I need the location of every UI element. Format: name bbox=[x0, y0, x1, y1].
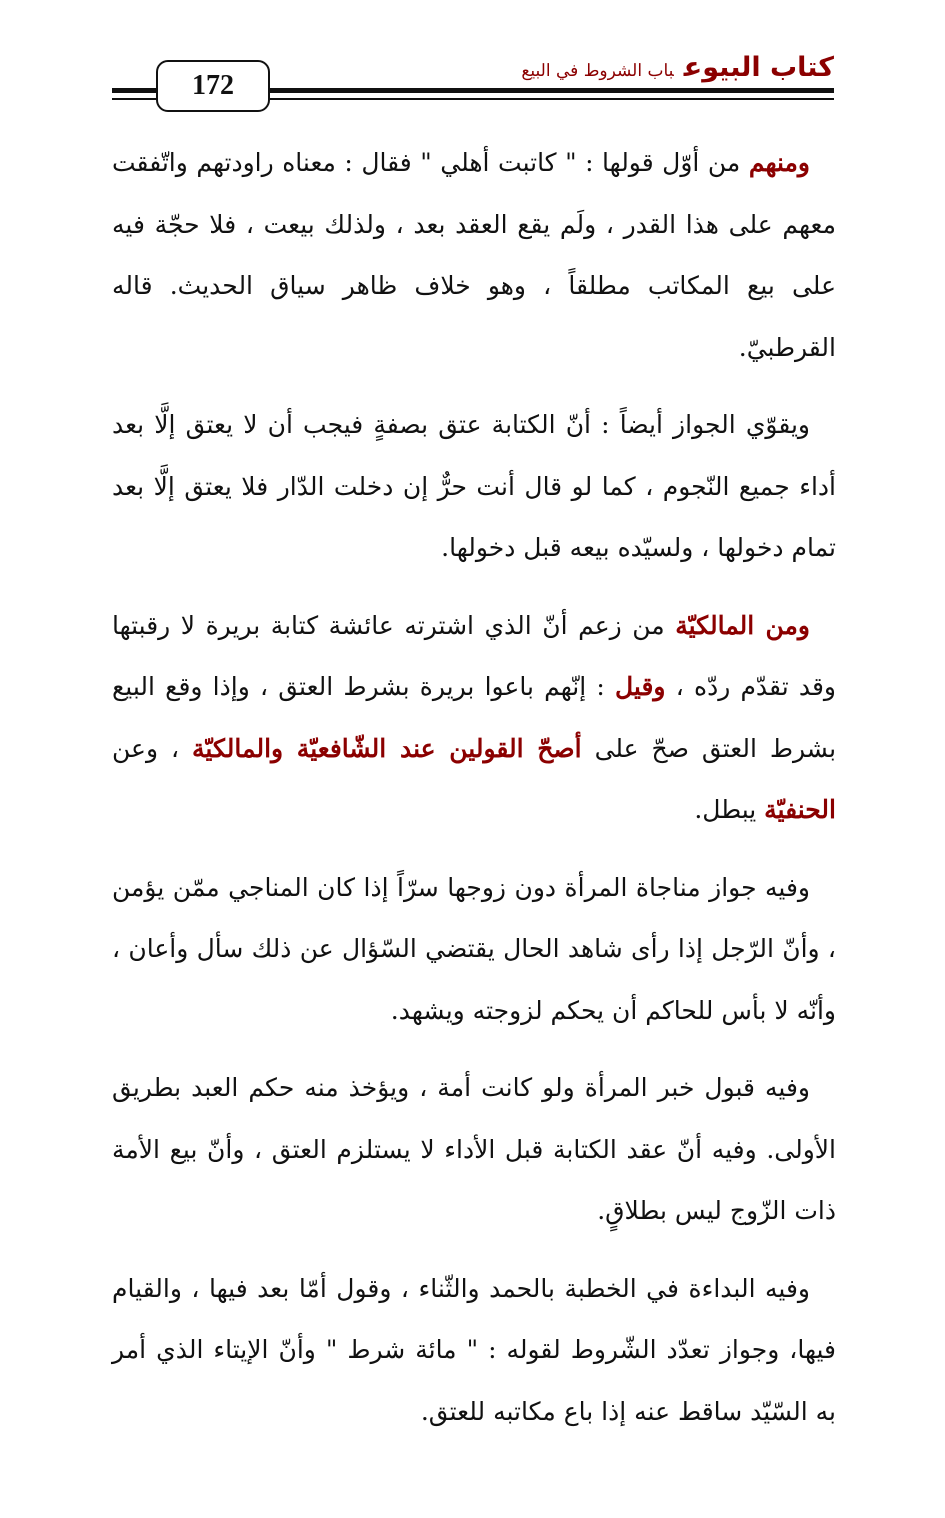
paragraph bbox=[112, 595, 836, 841]
text-segment: ، وعن bbox=[112, 733, 193, 763]
text-segment: وفيه جواز مناجاة المرأة دون زوجها سرّاً إذا كان المناجي ممّن يؤمن ، وأنّ الرّجل إذا رأى شاهد الحال يقتضي السّؤال عن ذلك سأل وأعان ، وأنّه لا بأس للحاكم أن يحكم لزوجته ويشهد. bbox=[112, 872, 836, 1025]
paragraph bbox=[112, 132, 836, 378]
running-head bbox=[521, 52, 834, 83]
text-segment: من أوّل قولها : " كاتبت أهلي " فقال : معناه راودتهم واتّفقت معهم على هذا القدر ، ولَم يقع العقد بعد ، ولذلك بيعت ، فلا حجّة فيه على بيع المكاتب مطلقاً ، وهو خلاف ظاهر سياق الحديث. قاله القرطبيّ. bbox=[112, 148, 836, 362]
emphasis-text: ومن المالكيّة bbox=[675, 610, 811, 640]
text-segment: وفيه البداءة في الخطبة بالحمد والثّناء ، وقول أمّا بعد فيها ، والقيام فيها، وجواز تعدّد الشّروط لقوله : " مائة شرط " وأنّ الإيتاء الذي أمر به السّيّد ساقط عنه إذا باع مكاتبه للعتق. bbox=[112, 1273, 836, 1426]
emphasis-text: ومنهم bbox=[748, 148, 810, 177]
text-segment: من زعم أنّ الذي اشترته عائشة كتابة بريرة لا رقبتها وقد تقدّم ردّه ، bbox=[112, 610, 837, 701]
paragraph bbox=[112, 394, 836, 579]
text-segment: وفيه قبول خبر المرأة ولو كانت أمة ، ويؤخذ منه حكم العبد بطريق الأولى. وفيه أنّ عقد الكتابة قبل الأداء لا يستلزم العتق ، وأنّ بيع الأمة ذات الزّوج ليس بطلاقٍ. bbox=[112, 1073, 836, 1225]
emphasis-text: أصحّ القولين عند الشّافعيّة والمالكيّة bbox=[192, 733, 582, 763]
page-number: 172 bbox=[156, 60, 270, 112]
emphasis-text: وقيل bbox=[615, 672, 666, 701]
book-title: كتاب البيوع bbox=[683, 52, 834, 83]
paragraph bbox=[112, 1057, 836, 1242]
emphasis-text: الحنفيّة bbox=[764, 795, 836, 824]
body-text bbox=[112, 132, 836, 1458]
chapter-title: باب الشروط في البيع bbox=[521, 61, 674, 81]
text-segment: ويقوّي الجواز أيضاً : أنّ الكتابة عتق بصفةٍ فيجب أن لا يعتق إلَّا بعد أداء جميع النّجوم ، كما لو قال أنت حرٌّ إن دخلت الدّار فلا يعتق إلَّا بعد تمام دخولها ، ولسيّده بيعه قبل دخولها. bbox=[112, 410, 836, 562]
text-segment: يبطل. bbox=[694, 795, 765, 824]
text-segment: : إنّهم باعوا بريرة بشرط العتق ، وإذا وقع البيع بشرط العتق صحّ على bbox=[112, 672, 837, 763]
paragraph bbox=[112, 1258, 836, 1443]
page-header bbox=[112, 42, 834, 114]
paragraph bbox=[112, 857, 836, 1042]
